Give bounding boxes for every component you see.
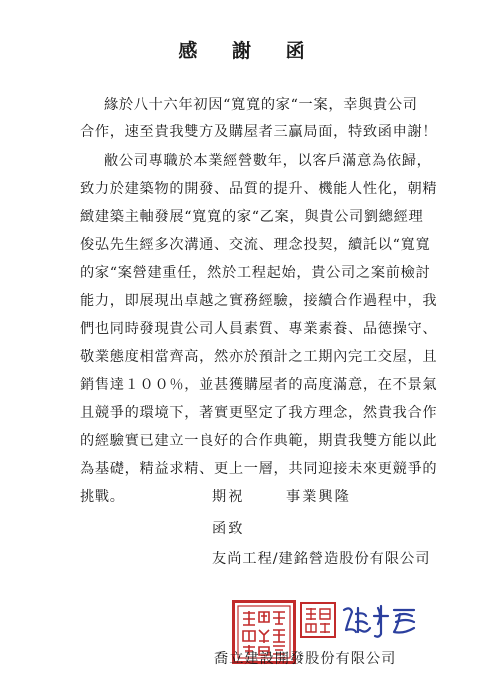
paragraph-line: 緻建築主軸發展“寬寬的家“乙案，與貴公司劉總經理 bbox=[80, 209, 424, 225]
recipient-name: 友尚工程/建銘營造股份有限公司 bbox=[212, 551, 431, 567]
paragraph-line: 的經驗實已建立一良好的合作典範，期貴我雙方能以此 bbox=[80, 433, 438, 449]
sender-company: 喬立建設開發股份有限公司 bbox=[214, 651, 397, 667]
paragraph-line: 銷售達１００％，並甚獲購屋者的高度滿意，在不景氣 bbox=[80, 377, 438, 393]
handwritten-signature bbox=[338, 600, 428, 642]
paragraph-line: 敝公司專職於本業經營數年，以客戶滿意為依歸， bbox=[104, 153, 432, 169]
closing-wish: 期祝 bbox=[212, 489, 245, 505]
closing-to-label: 函致 bbox=[212, 521, 245, 537]
paragraph-line: 俊弘先生經多次溝通、交流、理念投契，續託以“寬寬 bbox=[80, 237, 431, 253]
paragraph-line: 且競爭的環境下，著實更堅定了我方理念，然貴我合作 bbox=[80, 405, 438, 421]
paragraph-line: 們也同時發現貴公司人員素質、專業素養、品德操守、 bbox=[80, 321, 438, 337]
personal-seal bbox=[300, 602, 336, 638]
paragraph-line: 合作，速至貴我雙方及購屋者三贏局面，特致函申謝！ bbox=[80, 124, 438, 140]
paragraph-line: 為基礎，精益求精、更上一層，共同迎接未來更競爭的 bbox=[80, 461, 438, 477]
paragraph-line: 致力於建築物的開發、品質的提升、機能人性化，朝精 bbox=[80, 181, 438, 197]
paragraph-line: 緣於八十六年初因“寬寬的家“一案，幸與貴公司 bbox=[104, 97, 418, 113]
paragraph-line: 能力，即展現出卓越之實務經驗，接續合作過程中，我 bbox=[80, 293, 438, 309]
paragraph-line: 敬業態度相當齊高，然亦於預計之工期內完工交屋，且 bbox=[80, 349, 438, 365]
closing-wish-text: 事業興隆 bbox=[286, 489, 351, 505]
paragraph-line: 挑戰。 bbox=[80, 489, 125, 505]
document-title: 感 謝 函 bbox=[178, 40, 319, 62]
paragraph-line: 的家“案營建重任，然於工程起始，貴公司之案前檢討 bbox=[80, 265, 431, 281]
